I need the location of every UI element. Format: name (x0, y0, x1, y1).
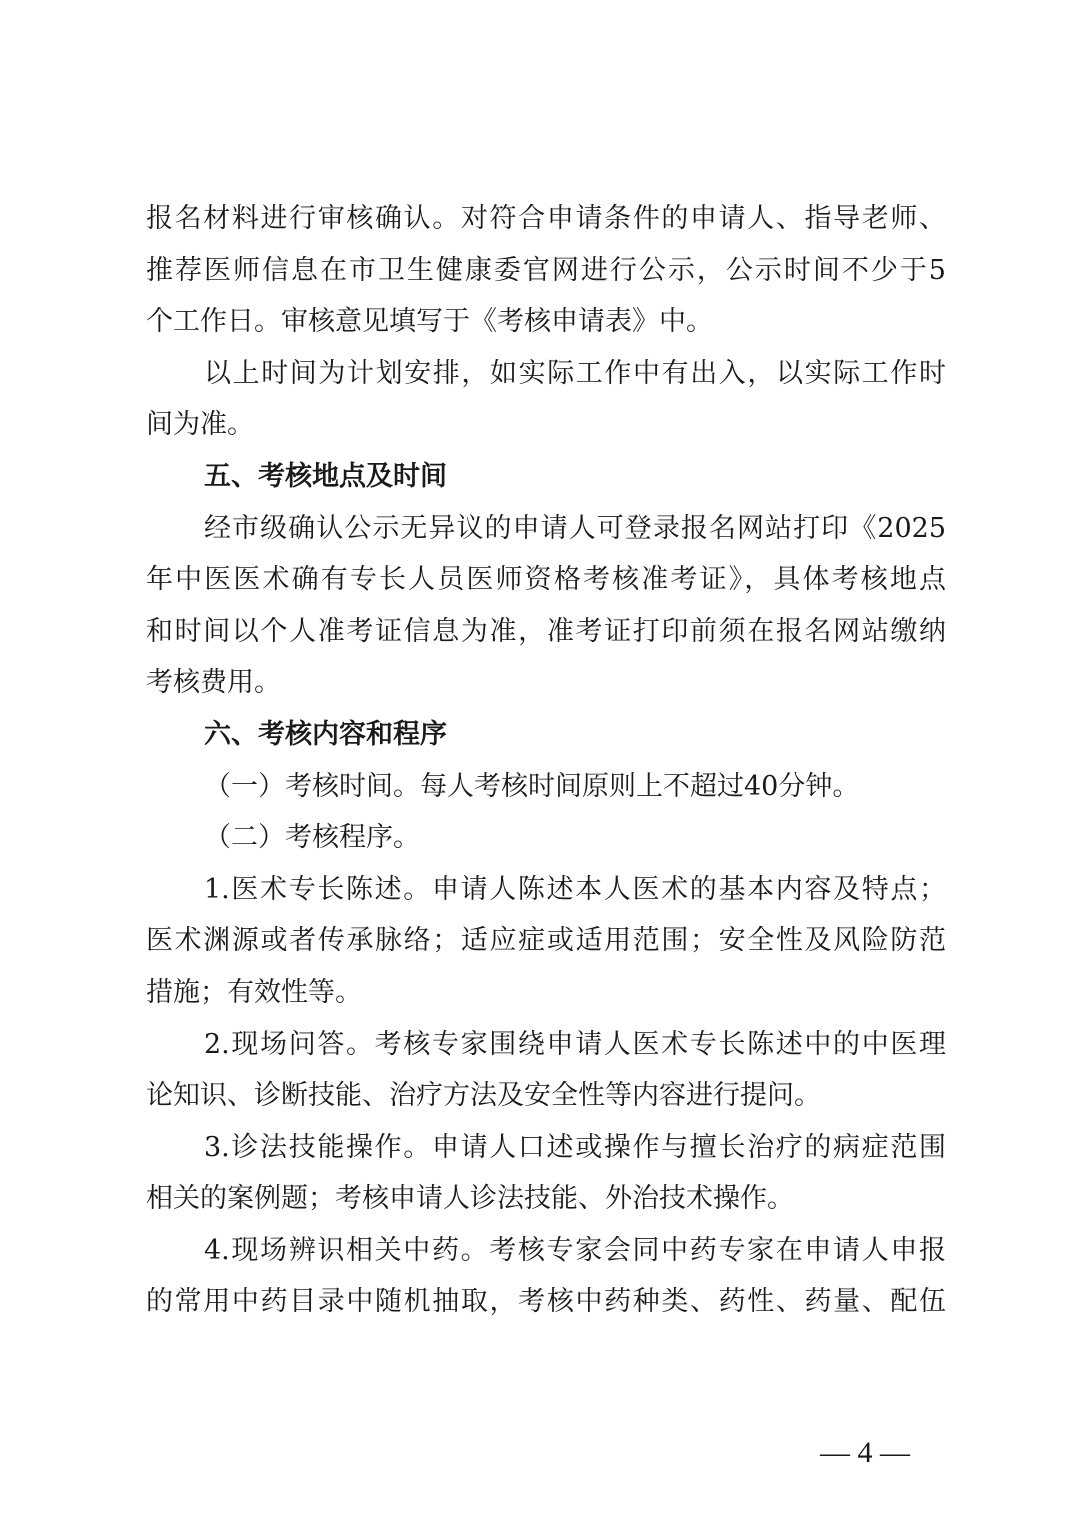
body-line: 推荐医师信息在市卫生健康委官网进行公示，公示时间不少于5 (146, 254, 946, 286)
paragraph-first-line: 4.现场辨识相关中药。考核专家会同中药专家在申请人申报 (204, 1234, 946, 1266)
subsection-line: （二）考核程序。 (204, 822, 420, 854)
body-line: 间为准。 (146, 409, 254, 441)
paragraph-first-line: 3.诊法技能操作。申请人口述或操作与擅长治疗的病症范围 (204, 1131, 946, 1163)
body-line: 医术渊源或者传承脉络；适应症或适用范围；安全性及风险防范 (146, 925, 946, 957)
paragraph-first-line: 1.医术专长陈述。申请人陈述本人医术的基本内容及特点； (204, 873, 946, 905)
page-number: — 4 — (820, 1436, 910, 1469)
section-heading: 六、考核内容和程序 (204, 718, 447, 750)
body-line: 和时间以个人准考证信息为准，准考证打印前须在报名网站缴纳 (146, 615, 946, 647)
body-line: 报名材料进行审核确认。对符合申请条件的申请人、指导老师、 (146, 203, 946, 234)
body-line: 相关的案例题；考核申请人诊法技能、外治技术操作。 (146, 1183, 794, 1215)
body-line: 年中医医术确有专长人员医师资格考核准考证》，具体考核地点 (146, 564, 946, 596)
document-body (146, 193, 946, 1328)
section-heading: 五、考核地点及时间 (204, 460, 447, 492)
paragraph-first-line: 2.现场问答。考核专家围绕申请人医术专长陈述中的中医理 (204, 1028, 946, 1060)
body-line: 个工作日。审核意见填写于《考核申请表》中。 (146, 306, 713, 338)
paragraph-first-line: 经市级确认公示无异议的申请人可登录报名网站打印《2025 (204, 512, 946, 544)
body-line: 的常用中药目录中随机抽取，考核中药种类、药性、药量、配伍 (146, 1286, 946, 1318)
paragraph-first-line: 以上时间为计划安排，如实际工作中有出入，以实际工作时 (204, 357, 946, 389)
body-line: 论知识、诊断技能、治疗方法及安全性等内容进行提问。 (146, 1080, 821, 1112)
body-line: 考核费用。 (146, 667, 281, 699)
subsection-line: （一）考核时间。每人考核时间原则上不超过40分钟。 (204, 770, 860, 802)
body-line: 措施；有效性等。 (146, 976, 362, 1008)
